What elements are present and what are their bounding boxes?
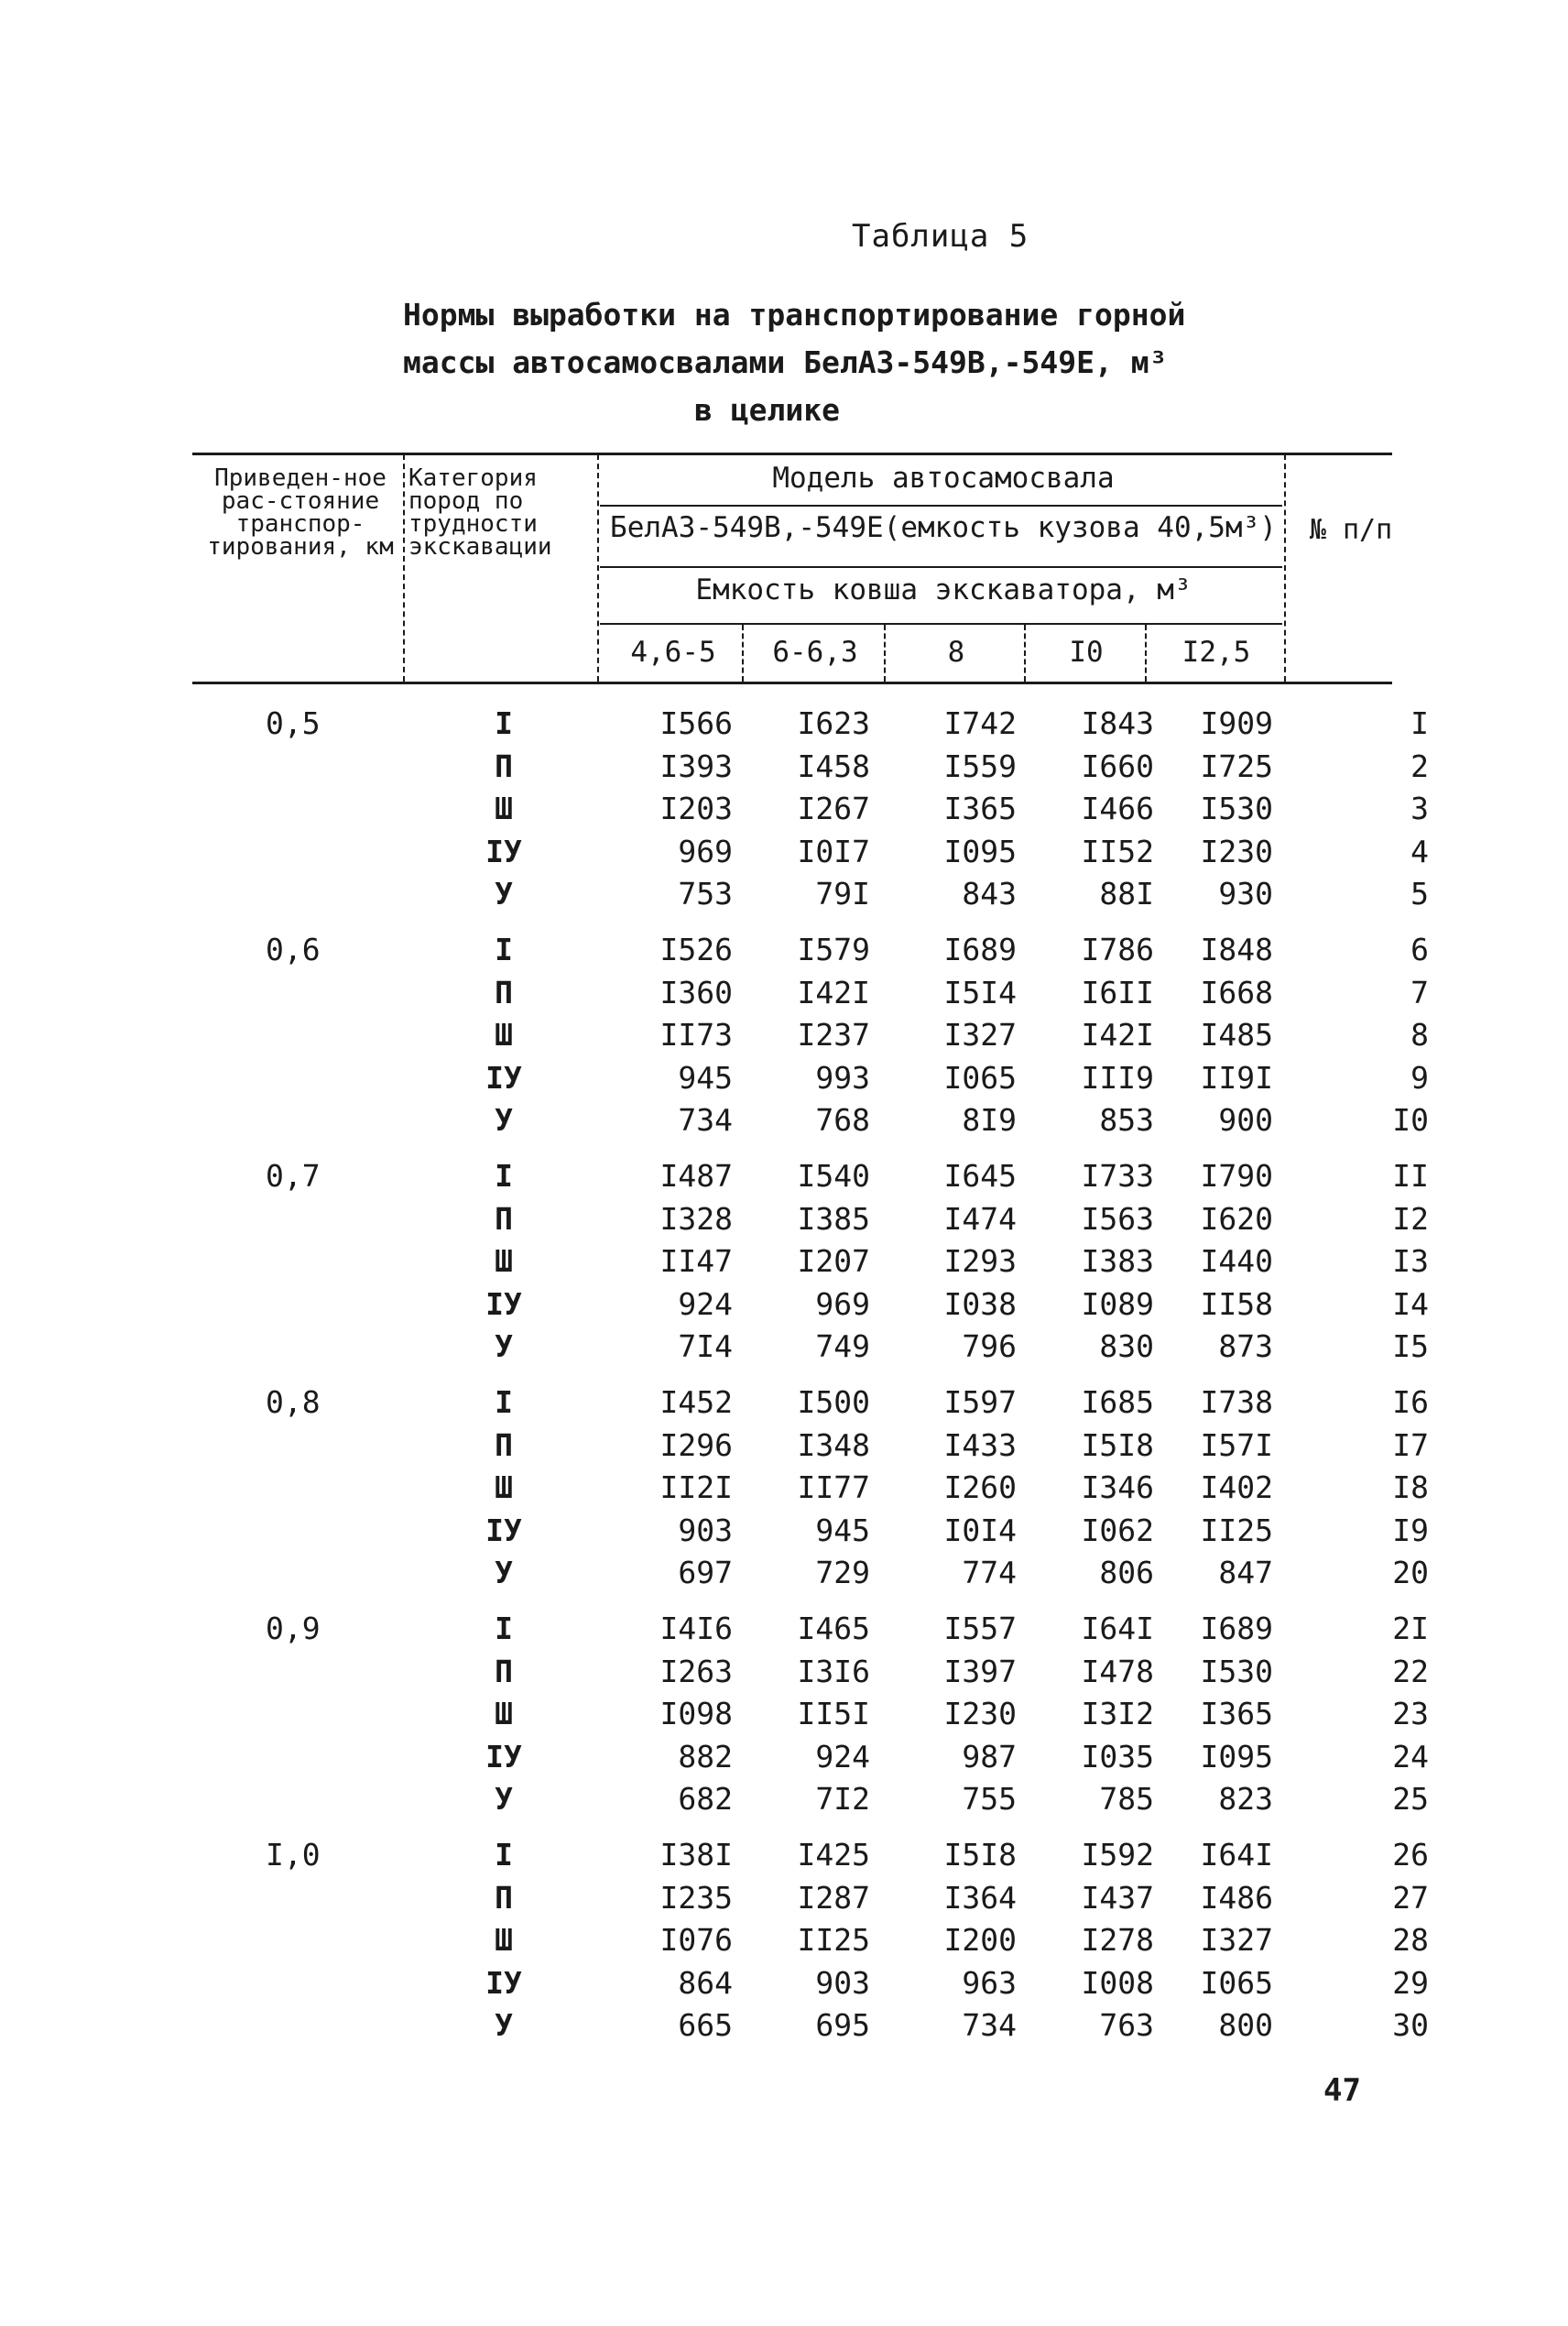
table-row [192,1469,1429,1512]
category-cell: Ш [495,1696,513,1731]
row-number-cell: 23 [1392,1696,1429,1731]
value-cell: 7I4 [678,1328,733,1364]
table-row [192,1285,1429,1328]
table-row [192,791,1429,833]
value-cell: 823 [1218,1781,1273,1817]
header-model: Модель автосамосвала [772,462,1115,495]
category-cell: IУ [485,1512,522,1548]
category-cell: I [495,705,513,741]
row-number-cell: I4 [1392,1285,1429,1322]
row-number-cell: 28 [1392,1922,1429,1958]
value-cell: 79I [815,876,870,912]
value-cell: I42I [797,974,870,1010]
value-cell: 864 [678,1964,733,2001]
value-cell: 830 [1099,1328,1154,1364]
value-cell: 682 [678,1781,733,1817]
value-cell: 796 [962,1328,1017,1364]
value-cell: 987 [962,1738,1017,1775]
table-row [192,833,1429,876]
value-cell: 873 [1218,1328,1273,1364]
row-number-cell: 8 [1410,1017,1429,1053]
value-cell: I500 [797,1384,870,1420]
table-row [192,1017,1429,1059]
value-cell: I526 [659,932,733,967]
table-row [192,876,1429,918]
row-number-cell: 26 [1392,1837,1429,1873]
value-cell: I095 [943,833,1017,869]
header-model-variant: БелАЗ-549В,-549Е(емкость кузова 40,5м³) [610,511,1277,544]
distance-value: 0,6 [266,932,321,967]
value-cell: I402 [1200,1469,1273,1505]
value-cell: I296 [659,1426,733,1463]
row-number-cell: I8 [1392,1469,1429,1505]
value-cell: 695 [815,2007,870,2043]
header-row-number: № п/п [1309,514,1393,546]
divider-2 [597,454,599,682]
value-cell: I57I [1200,1426,1273,1463]
table-row [192,1102,1429,1144]
value-cell: I397 [943,1653,1017,1689]
value-cell: I065 [1200,1964,1273,2001]
value-cell: I579 [797,932,870,967]
value-cell: I843 [1081,705,1154,741]
variant-underline [600,566,1282,568]
table-row [192,1426,1429,1469]
row-number-cell: I0 [1392,1102,1429,1138]
row-number-cell: II [1392,1158,1429,1194]
row-number-cell: 9 [1410,1059,1429,1096]
value-cell: 806 [1099,1555,1154,1590]
category-cell: У [495,2007,513,2043]
value-cell: I530 [1200,791,1273,826]
value-cell: I566 [659,705,733,741]
value-cell: 993 [815,1059,870,1096]
row-number-cell: 24 [1392,1738,1429,1775]
category-cell: П [495,1879,513,1916]
value-cell: I038 [943,1285,1017,1322]
value-cell: I5I4 [943,974,1017,1010]
value-cell: I660 [1081,748,1154,784]
table-top-rule [192,453,1392,455]
value-cell: I346 [1081,1469,1154,1505]
table-row [192,974,1429,1017]
value-cell: I364 [943,1879,1017,1916]
row-number-cell: 30 [1392,2007,1429,2043]
category-cell: П [495,1200,513,1237]
value-cell: I440 [1200,1243,1273,1279]
header-category: Категория пород по трудности экскавации [408,464,552,561]
value-cell: 753 [678,876,733,912]
value-cell: I742 [943,705,1017,741]
value-cell: 8I9 [962,1102,1017,1138]
category-cell: П [495,748,513,784]
table-row [192,1653,1429,1696]
distance-value: 0,7 [266,1158,321,1194]
value-cell: 800 [1218,2007,1273,2043]
value-cell: I909 [1200,705,1273,741]
value-cell: I263 [659,1653,733,1689]
category-cell: I [495,932,513,967]
row-number-cell: 2I [1392,1611,1429,1646]
value-cell: II77 [797,1469,870,1505]
value-cell: I465 [797,1611,870,1646]
table-row [192,1738,1429,1781]
value-cell: 903 [815,1964,870,2001]
title-line-3: в целике [694,392,840,428]
category-cell: Ш [495,1243,513,1279]
value-cell: I062 [1081,1512,1154,1548]
row-number-cell: I2 [1392,1200,1429,1237]
header-distance: Приведен-ное рас-стояние транспор-тирования, км [207,464,394,561]
value-cell: 843 [962,876,1017,912]
value-cell: 697 [678,1555,733,1590]
row-number-cell: 6 [1410,932,1429,967]
value-cell: I230 [1200,833,1273,869]
category-cell: У [495,1555,513,1590]
category-cell: У [495,876,513,912]
table-row [192,1512,1429,1555]
category-cell: I [495,1837,513,1873]
table-title [403,291,1227,434]
value-cell: I360 [659,974,733,1010]
value-cell: I725 [1200,748,1273,784]
divider-7 [1284,454,1286,682]
value-cell: I64I [1200,1837,1273,1873]
value-cell: I738 [1200,1384,1273,1420]
value-cell: I348 [797,1426,870,1463]
value-cell: I035 [1081,1738,1154,1775]
value-cell: I42I [1081,1017,1154,1053]
value-cell: III9 [1081,1059,1154,1096]
table-row [192,932,1429,974]
value-cell: I383 [1081,1243,1154,1279]
value-cell: I733 [1081,1158,1154,1194]
value-cell: II52 [1081,833,1154,869]
value-cell: 853 [1099,1102,1154,1138]
header-bottom-rule [192,682,1392,684]
table-row [192,2007,1429,2049]
col-header-1: 4,6-5 [630,636,716,669]
divider-6 [1145,625,1147,682]
value-cell: I474 [943,1200,1017,1237]
value-cell: I267 [797,791,870,826]
value-cell: I623 [797,705,870,741]
col-header-3: 8 [947,636,965,669]
table-row [192,1964,1429,2007]
value-cell: 734 [678,1102,733,1138]
value-cell: I786 [1081,932,1154,967]
table-row [192,1200,1429,1243]
row-number-cell: 29 [1392,1964,1429,2001]
divider-4 [884,625,886,682]
value-cell: I095 [1200,1738,1273,1775]
table-row [192,1243,1429,1285]
value-cell: II9I [1200,1059,1273,1096]
row-number-cell: 22 [1392,1653,1429,1689]
value-cell: I207 [797,1243,870,1279]
model-underline [600,505,1282,507]
value-cell: I327 [1200,1922,1273,1958]
value-cell: I0I4 [943,1512,1017,1548]
category-cell: IУ [485,1285,522,1322]
category-cell: IУ [485,1738,522,1775]
value-cell: I557 [943,1611,1017,1646]
table-row [192,1837,1429,1879]
row-number-cell: I7 [1392,1426,1429,1463]
value-cell: I278 [1081,1922,1154,1958]
value-cell: I685 [1081,1384,1154,1420]
value-cell: I5I8 [943,1837,1017,1873]
value-cell: I0I7 [797,833,870,869]
value-cell: I293 [943,1243,1017,1279]
value-cell: I3I2 [1081,1696,1154,1731]
value-cell: I620 [1200,1200,1273,1237]
value-cell: I237 [797,1017,870,1053]
value-cell: I486 [1200,1879,1273,1916]
row-number-cell: 20 [1392,1555,1429,1590]
value-cell: 785 [1099,1781,1154,1817]
value-cell: 924 [678,1285,733,1322]
category-cell: П [495,974,513,1010]
category-cell: У [495,1328,513,1364]
table-row [192,1384,1429,1426]
divider-1 [403,454,405,682]
value-cell: I458 [797,748,870,784]
value-cell: I689 [943,932,1017,967]
category-cell: I [495,1384,513,1420]
table-row [192,1328,1429,1370]
table-row [192,1879,1429,1922]
value-cell: I365 [1200,1696,1273,1731]
col-header-4: I0 [1069,636,1104,669]
value-cell: I3I6 [797,1653,870,1689]
table-row [192,1781,1429,1823]
value-cell: 88I [1099,876,1154,912]
value-cell: I668 [1200,974,1273,1010]
value-cell: 734 [962,2007,1017,2043]
value-cell: I287 [797,1879,870,1916]
value-cell: I452 [659,1384,733,1420]
value-cell: 882 [678,1738,733,1775]
value-cell: I478 [1081,1653,1154,1689]
value-cell: 900 [1218,1102,1273,1138]
value-cell: II25 [797,1922,870,1958]
value-cell: I008 [1081,1964,1154,2001]
value-cell: I485 [1200,1017,1273,1053]
divider-3 [742,625,744,682]
distance-value: I,0 [266,1837,321,1873]
row-number-cell: 7 [1410,974,1429,1010]
distance-value: 0,8 [266,1384,321,1420]
value-cell: I235 [659,1879,733,1916]
value-cell: I38I [659,1837,733,1873]
value-cell: I64I [1081,1611,1154,1646]
category-cell: IУ [485,833,522,869]
value-cell: I328 [659,1200,733,1237]
row-number-cell: I3 [1392,1243,1429,1279]
value-cell: II47 [659,1243,733,1279]
value-cell: II73 [659,1017,733,1053]
category-cell: У [495,1781,513,1817]
row-number-cell: I5 [1392,1328,1429,1364]
col-header-2: 6-6,3 [772,636,858,669]
table-row [192,1696,1429,1738]
value-cell: I487 [659,1158,733,1194]
value-cell: 969 [678,833,733,869]
value-cell: 749 [815,1328,870,1364]
value-cell: I592 [1081,1837,1154,1873]
value-cell: I6II [1081,974,1154,1010]
title-line-2: массы автосамосвалами БелАЗ-549В,-549Е, м³ [403,344,1168,380]
row-number-cell: I6 [1392,1384,1429,1420]
category-cell: Ш [495,1469,513,1505]
value-cell: 729 [815,1555,870,1590]
value-cell: 903 [678,1512,733,1548]
row-number-cell: 3 [1410,791,1429,826]
page-number: 47 [1323,2072,1361,2109]
value-cell: I433 [943,1426,1017,1463]
value-cell: 847 [1218,1555,1273,1590]
value-cell: I425 [797,1837,870,1873]
row-number-cell: I9 [1392,1512,1429,1548]
value-cell: 665 [678,2007,733,2043]
value-cell: 930 [1218,876,1273,912]
value-cell: I466 [1081,791,1154,826]
divider-5 [1024,625,1026,682]
table-row [192,1555,1429,1597]
row-number-cell: 4 [1410,833,1429,869]
value-cell: I540 [797,1158,870,1194]
table-caption: Таблица 5 [852,218,1029,255]
value-cell: I563 [1081,1200,1154,1237]
category-cell: IУ [485,1964,522,2001]
table-row [192,1158,1429,1200]
value-cell: I530 [1200,1653,1273,1689]
value-cell: I065 [943,1059,1017,1096]
value-cell: 945 [815,1512,870,1548]
value-cell: I437 [1081,1879,1154,1916]
category-cell: П [495,1653,513,1689]
value-cell: I848 [1200,932,1273,967]
distance-value: 0,9 [266,1611,321,1646]
value-cell: I4I6 [659,1611,733,1646]
category-cell: Ш [495,791,513,826]
value-cell: II58 [1200,1285,1273,1322]
value-cell: I089 [1081,1285,1154,1322]
row-number-cell: 5 [1410,876,1429,912]
value-cell: I645 [943,1158,1017,1194]
value-cell: I076 [659,1922,733,1958]
row-number-cell: 25 [1392,1781,1429,1817]
table-row [192,1611,1429,1653]
distance-value: 0,5 [266,705,321,741]
value-cell: 969 [815,1285,870,1322]
value-cell: 768 [815,1102,870,1138]
value-cell: I393 [659,748,733,784]
value-cell: I5I8 [1081,1426,1154,1463]
value-cell: I260 [943,1469,1017,1505]
header-bucket-capacity: Емкость ковша экскаватора, м³ [695,573,1192,606]
row-number-cell: 27 [1392,1879,1429,1916]
value-cell: I098 [659,1696,733,1731]
col-header-5: I2,5 [1181,636,1251,669]
category-cell: IУ [485,1059,522,1096]
value-cell: 945 [678,1059,733,1096]
value-cell: I597 [943,1384,1017,1420]
capacity-underline [600,623,1282,625]
value-cell: 763 [1099,2007,1154,2043]
table-row [192,1059,1429,1102]
category-cell: I [495,1158,513,1194]
title-line-1: Нормы выработки на транспортирование горной [403,297,1186,333]
value-cell: I689 [1200,1611,1273,1646]
value-cell: I200 [943,1922,1017,1958]
value-cell: I790 [1200,1158,1273,1194]
table-row [192,748,1429,791]
category-cell: Ш [495,1017,513,1053]
row-number-cell: 2 [1410,748,1429,784]
value-cell: I203 [659,791,733,826]
value-cell: I385 [797,1200,870,1237]
value-cell: 924 [815,1738,870,1775]
category-cell: У [495,1102,513,1138]
table-row [192,1922,1429,1964]
value-cell: 774 [962,1555,1017,1590]
value-cell: II25 [1200,1512,1273,1548]
category-cell: П [495,1426,513,1463]
value-cell: II5I [797,1696,870,1731]
category-cell: Ш [495,1922,513,1958]
category-cell: I [495,1611,513,1646]
value-cell: 755 [962,1781,1017,1817]
row-number-cell: I [1410,705,1429,741]
value-cell: 7I2 [815,1781,870,1817]
value-cell: I230 [943,1696,1017,1731]
value-cell: I327 [943,1017,1017,1053]
value-cell: II2I [659,1469,733,1505]
value-cell: I559 [943,748,1017,784]
value-cell: 963 [962,1964,1017,2001]
value-cell: I365 [943,791,1017,826]
table-row [192,705,1429,748]
